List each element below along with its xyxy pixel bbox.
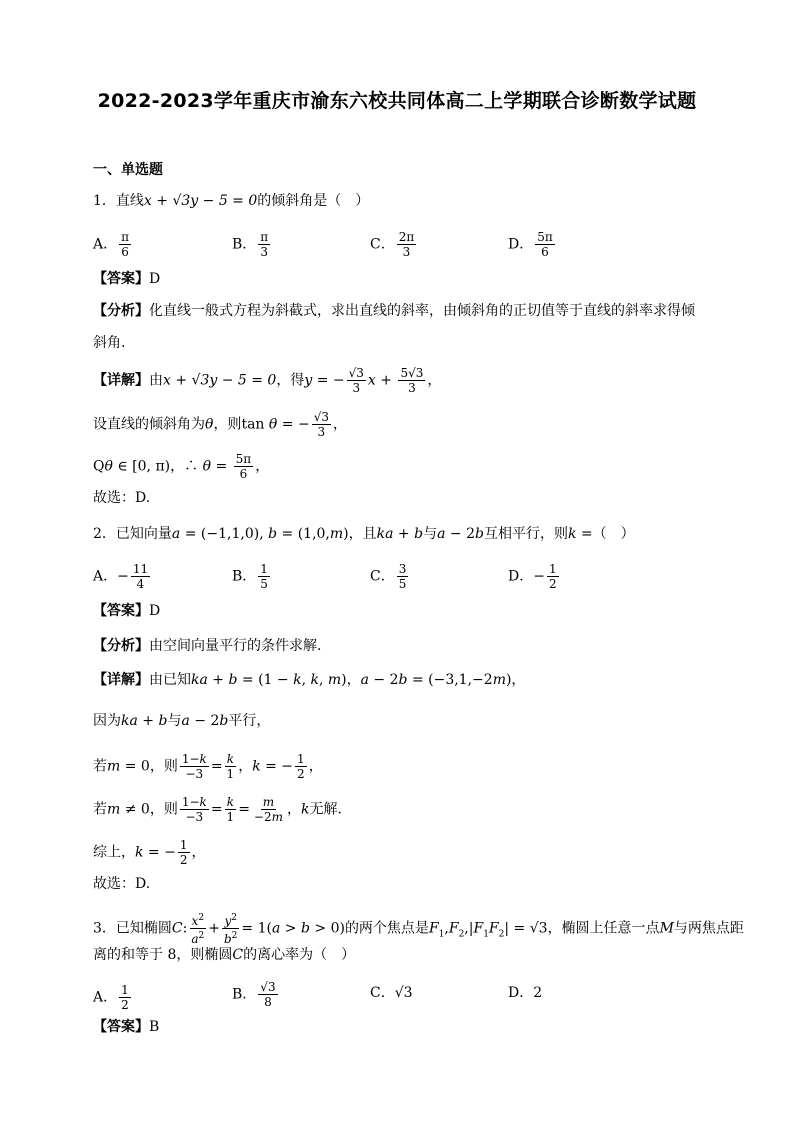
q1-stem-suffix: 的倾斜角是（ ） xyxy=(257,193,370,209)
q3-option-d: D．2 xyxy=(508,985,543,1001)
question-1-stem xyxy=(93,191,369,211)
q2-conclusion: 故选：D. xyxy=(93,876,151,892)
q1-option-a: A． $\frac{\pi}{6}$ xyxy=(93,230,130,259)
q2-detail-line-2: 因为ka + b与a − 2b平行， xyxy=(93,713,271,729)
q2-analysis: 【分析】由空间向量平行的条件求解. xyxy=(93,638,322,654)
question-2-stem: 2．已知向量a = (−1,1,0), b = (1,0,m)，且ka + b与a − 2b互相平行，则k =（ ） xyxy=(93,526,635,542)
section-heading: 一、单选题 xyxy=(93,162,163,178)
q2-option-a: A．− $\frac{11}{4}$ xyxy=(93,562,149,591)
q1-conclusion: 故选：D. xyxy=(93,490,151,506)
q2-case-1: 若m = 0，则 $\frac{1-k}{-3}$ = $\frac{k}{1}$ ，k = − $\frac{1}{2}$ ， xyxy=(93,752,323,781)
q2-option-d: D．− $\frac{1}{2}$ xyxy=(508,562,557,591)
q1-equation: x + √3y − 5 = 0 xyxy=(143,193,258,209)
q3-answer: 【答案】B xyxy=(93,1019,160,1035)
q1-detail-line-3: Qθ ∈ [0, π)，∴ θ = $\frac{5\pi}{6}$ ， xyxy=(93,452,270,481)
q3-option-b: B． $\frac{√3}{8}$ xyxy=(232,980,276,1009)
q3-option-a: A． $\frac{1}{2}$ xyxy=(93,983,129,1012)
q1-analysis-line-1: 【分析】化直线一般式方程为斜截式，求出直线的斜率，由倾斜角的正切值等于直线的斜率求得倾 xyxy=(93,303,695,319)
question-3-stem-line-1: 3．已知椭圆C: $\frac{x^2}{a^2}$ + $\frac{y^2}{b^2}$ = 1(a > b > 0)的两个焦点是$F_1,F_2,|F_1F_2| = √3$，椭圆上任意一点M与两焦点距 xyxy=(93,913,744,946)
q1-option-d: D． $\frac{5\pi}{6}$ xyxy=(508,230,553,259)
q1-option-c: C． $\frac{2\pi}{3}$ xyxy=(370,230,415,259)
q1-answer: 【答案】D xyxy=(93,271,161,287)
q2-detail-line-1: 【详解】由已知ka + b = (1 − k, k, m)，a − 2b = (−3,1,−2m)， xyxy=(93,672,526,688)
question-3-stem-line-2: 离的和等于 8，则椭圆C的离心率为（ ） xyxy=(93,947,356,963)
q2-option-b: B． $\frac{1}{5}$ xyxy=(232,562,268,591)
q2-case-2: 若m ≠ 0，则 $\frac{1-k}{-3}$ = $\frac{k}{1}$ = $\frac{m}{-2m}$ ，k无解. xyxy=(93,795,342,824)
q1-option-b: B． $\frac{\pi}{3}$ xyxy=(232,230,269,259)
q3-option-c: C．√3 xyxy=(370,985,413,1001)
q1-analysis-line-2: 斜角. xyxy=(93,335,126,351)
q2-summary: 综上，k = − $\frac{1}{2}$ ， xyxy=(93,838,206,867)
q1-detail-line-1: 【详解】由x + √3y − 5 = 0，得y = − $\frac{√3}{3}$ x + $\frac{5√3}{3}$ ， xyxy=(93,366,442,395)
page-title: 2022-2023学年重庆市渝东六校共同体高二上学期联合诊断数学试题 xyxy=(97,90,697,112)
q2-answer: 【答案】D xyxy=(93,603,161,619)
q1-detail-line-2: 设直线的倾斜角为θ，则tan θ = − $\frac{√3}{3}$ ， xyxy=(93,410,347,439)
q1-stem-prefix: 1．直线 xyxy=(93,193,144,209)
q2-option-c: C． $\frac{3}{5}$ xyxy=(370,562,407,591)
